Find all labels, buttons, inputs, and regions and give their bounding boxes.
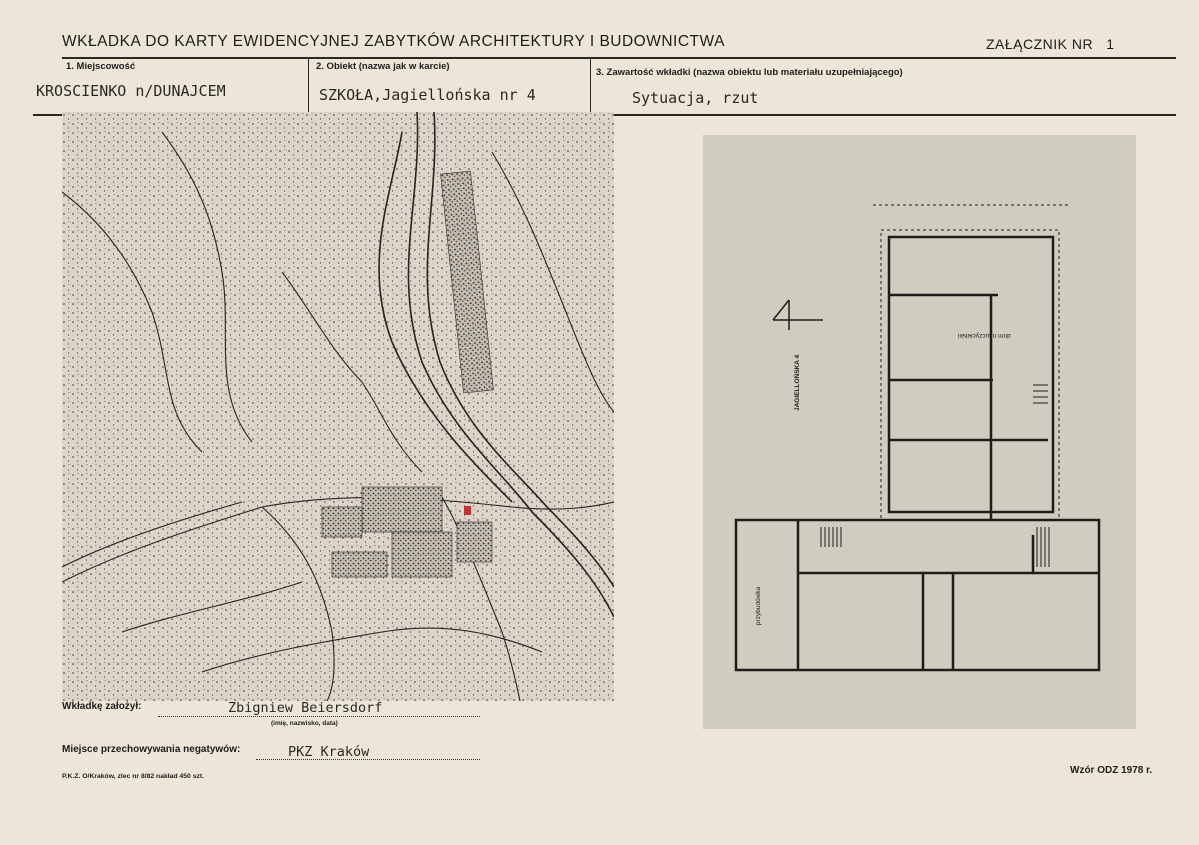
- plan-stairs: [821, 385, 1049, 567]
- annex-label: przybudówka: [755, 586, 762, 625]
- contents-value: Sytuacja, rzut: [632, 89, 759, 107]
- header-rule-top: [62, 57, 1176, 59]
- upper-room-label: dom nauczycielski: [958, 332, 1011, 339]
- plan-outline: [873, 205, 1068, 520]
- form-pattern: Wzór ODZ 1978 r.: [1070, 765, 1153, 776]
- attachment-value: 1: [1106, 36, 1115, 52]
- street-label: JAGIELLOŃSKA 4: [794, 354, 801, 411]
- map-terrain: [62, 112, 614, 701]
- author-hint: (imię, nazwisko, data): [271, 720, 338, 727]
- print-info: P.K.Z. O/Kraków, zlec nr 8/82 nakład 450 szt.: [62, 773, 205, 780]
- contents-label: 3. Zawartość wkładki (nazwa obiektu lub materiału uzupełniającego): [596, 67, 903, 78]
- negatives-label: Miejsce przechowywania negatywów:: [62, 744, 241, 755]
- object-value: SZKOŁA,Jagiellońska nr 4: [319, 86, 536, 104]
- author-line: [158, 716, 480, 717]
- locality-label: 1. Miejscowość: [66, 61, 136, 72]
- field-divider-2: [590, 57, 591, 114]
- north-arrow: [773, 300, 823, 330]
- object-label: 2. Obiekt (nazwa jak w karcie): [316, 61, 450, 72]
- floor-plan: [703, 135, 1136, 729]
- document-title: WKŁADKA DO KARTY EWIDENCYJNEJ ZABYTKÓW ARCHITEKTURY I BUDOWNICTWA: [62, 33, 725, 50]
- locality-value: KROSCIENKO n/DUNAJCEM: [36, 82, 226, 100]
- attachment-label: ZAŁĄCZNIK NR: [986, 36, 1094, 52]
- situation-map: [62, 112, 614, 701]
- negatives-value: PKZ Kraków: [288, 744, 370, 760]
- author-label: Wkładkę założył:: [62, 701, 142, 712]
- field-divider-1: [308, 57, 309, 114]
- attachment-number: [986, 36, 1115, 52]
- plan-walls: [736, 237, 1099, 670]
- author-value: Zbigniew Beiersdorf: [228, 700, 383, 716]
- school-location-marker: [464, 506, 471, 515]
